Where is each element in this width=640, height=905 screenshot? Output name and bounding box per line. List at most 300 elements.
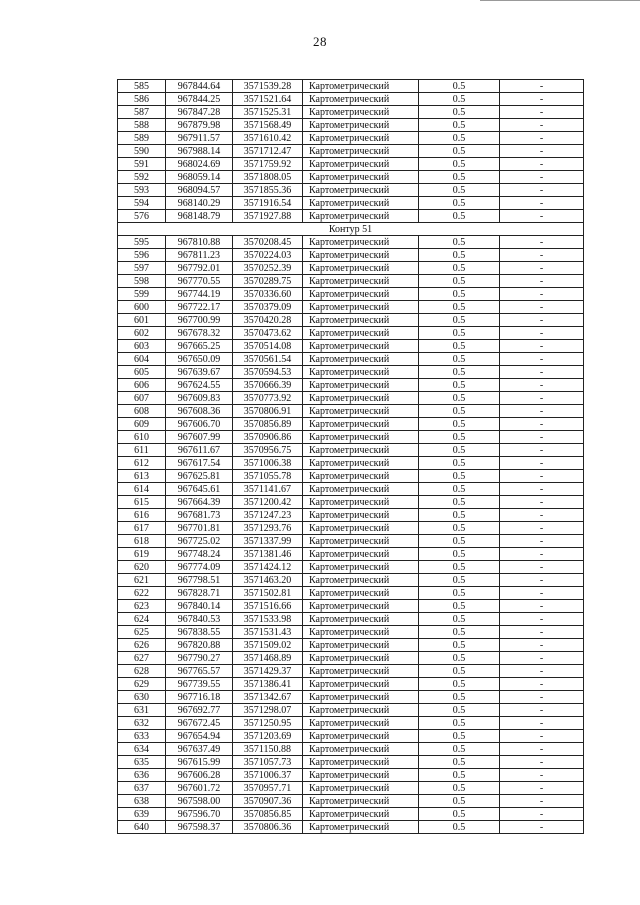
table-row: [118, 613, 584, 626]
note-cell: -: [500, 652, 584, 665]
coord-y-cell: 3571531.43: [233, 626, 303, 639]
coord-x-cell: 967725.02: [166, 535, 233, 548]
accuracy-cell: 0.5: [419, 717, 500, 730]
accuracy-cell: 0.5: [419, 535, 500, 548]
note-cell: -: [500, 613, 584, 626]
table-row: [118, 210, 584, 223]
accuracy-cell: 0.5: [419, 171, 500, 184]
note-cell: -: [500, 301, 584, 314]
coord-y-cell: 3571057.73: [233, 756, 303, 769]
table-row: [118, 587, 584, 600]
point-number-cell: 634: [118, 743, 166, 756]
point-number-cell: 605: [118, 366, 166, 379]
point-number-cell: 603: [118, 340, 166, 353]
table-row: [118, 262, 584, 275]
coord-y-cell: 3570208.45: [233, 236, 303, 249]
accuracy-cell: 0.5: [419, 106, 500, 119]
table-row: [118, 249, 584, 262]
note-cell: -: [500, 158, 584, 171]
point-number-cell: 609: [118, 418, 166, 431]
coord-y-cell: 3571386.41: [233, 678, 303, 691]
point-number-cell: 637: [118, 782, 166, 795]
coord-y-cell: 3571342.67: [233, 691, 303, 704]
point-number-cell: 628: [118, 665, 166, 678]
point-number-cell: 636: [118, 769, 166, 782]
table-row: [118, 769, 584, 782]
table-row: [118, 119, 584, 132]
note-cell: -: [500, 444, 584, 457]
table-row: [118, 418, 584, 431]
method-cell: Картометрический: [303, 587, 419, 600]
coord-x-cell: 967607.99: [166, 431, 233, 444]
note-cell: -: [500, 795, 584, 808]
coord-x-cell: 967681.73: [166, 509, 233, 522]
coord-x-cell: 967774.09: [166, 561, 233, 574]
accuracy-cell: 0.5: [419, 730, 500, 743]
method-cell: Картометрический: [303, 795, 419, 808]
table-row: [118, 808, 584, 821]
coord-y-cell: 3571521.64: [233, 93, 303, 106]
coord-x-cell: 967811.23: [166, 249, 233, 262]
coord-x-cell: 967654.94: [166, 730, 233, 743]
accuracy-cell: 0.5: [419, 132, 500, 145]
coordinates-table: [117, 79, 584, 834]
note-cell: -: [500, 405, 584, 418]
coord-x-cell: 967790.27: [166, 652, 233, 665]
note-cell: -: [500, 756, 584, 769]
method-cell: Картометрический: [303, 301, 419, 314]
method-cell: Картометрический: [303, 236, 419, 249]
accuracy-cell: 0.5: [419, 652, 500, 665]
table-row: [118, 821, 584, 834]
point-number-cell: 635: [118, 756, 166, 769]
accuracy-cell: 0.5: [419, 769, 500, 782]
accuracy-cell: 0.5: [419, 470, 500, 483]
table-row: [118, 743, 584, 756]
point-number-cell: 625: [118, 626, 166, 639]
table-row: [118, 314, 584, 327]
coord-y-cell: 3570224.03: [233, 249, 303, 262]
coord-y-cell: 3571502.81: [233, 587, 303, 600]
accuracy-cell: 0.5: [419, 522, 500, 535]
coord-y-cell: 3571250.95: [233, 717, 303, 730]
method-cell: Картометрический: [303, 262, 419, 275]
point-number-cell: 607: [118, 392, 166, 405]
table-row: [118, 392, 584, 405]
method-cell: Картометрический: [303, 171, 419, 184]
accuracy-cell: 0.5: [419, 782, 500, 795]
point-number-cell: 632: [118, 717, 166, 730]
coord-y-cell: 3570906.86: [233, 431, 303, 444]
coord-x-cell: 967650.09: [166, 353, 233, 366]
method-cell: Картометрический: [303, 678, 419, 691]
method-cell: Картометрический: [303, 366, 419, 379]
accuracy-cell: 0.5: [419, 249, 500, 262]
note-cell: -: [500, 327, 584, 340]
coord-y-cell: 3571150.88: [233, 743, 303, 756]
note-cell: -: [500, 340, 584, 353]
coord-x-cell: 967844.64: [166, 80, 233, 93]
note-cell: -: [500, 808, 584, 821]
method-cell: Картометрический: [303, 535, 419, 548]
method-cell: Картометрический: [303, 80, 419, 93]
coord-y-cell: 3571424.12: [233, 561, 303, 574]
coord-y-cell: 3571293.76: [233, 522, 303, 535]
coord-y-cell: 3571712.47: [233, 145, 303, 158]
coord-x-cell: 968024.69: [166, 158, 233, 171]
point-number-cell: 618: [118, 535, 166, 548]
coord-y-cell: 3571808.05: [233, 171, 303, 184]
table-row: [118, 535, 584, 548]
table-row: [118, 327, 584, 340]
coord-y-cell: 3571855.36: [233, 184, 303, 197]
accuracy-cell: 0.5: [419, 184, 500, 197]
point-number-cell: 629: [118, 678, 166, 691]
table-row: [118, 132, 584, 145]
accuracy-cell: 0.5: [419, 392, 500, 405]
method-cell: Картометрический: [303, 613, 419, 626]
coord-y-cell: 3570379.09: [233, 301, 303, 314]
note-cell: -: [500, 561, 584, 574]
note-cell: -: [500, 678, 584, 691]
table-row: [118, 444, 584, 457]
table-row: [118, 80, 584, 93]
table-row: [118, 431, 584, 444]
coord-y-cell: 3570907.36: [233, 795, 303, 808]
coord-y-cell: 3571468.89: [233, 652, 303, 665]
point-number-cell: 606: [118, 379, 166, 392]
note-cell: -: [500, 717, 584, 730]
note-cell: -: [500, 106, 584, 119]
coord-y-cell: 3570666.39: [233, 379, 303, 392]
method-cell: Картометрический: [303, 418, 419, 431]
coord-y-cell: 3571381.46: [233, 548, 303, 561]
coord-y-cell: 3571055.78: [233, 470, 303, 483]
note-cell: -: [500, 743, 584, 756]
table-row: [118, 496, 584, 509]
coord-x-cell: 967820.88: [166, 639, 233, 652]
note-cell: -: [500, 548, 584, 561]
coord-y-cell: 3570856.85: [233, 808, 303, 821]
coord-x-cell: 967637.49: [166, 743, 233, 756]
coord-x-cell: 967911.57: [166, 132, 233, 145]
coord-x-cell: 967792.01: [166, 262, 233, 275]
coord-x-cell: 967606.28: [166, 769, 233, 782]
accuracy-cell: 0.5: [419, 743, 500, 756]
point-number-cell: 616: [118, 509, 166, 522]
coord-x-cell: 967765.57: [166, 665, 233, 678]
coord-x-cell: 967598.37: [166, 821, 233, 834]
method-cell: Картометрический: [303, 340, 419, 353]
note-cell: -: [500, 249, 584, 262]
method-cell: Картометрический: [303, 470, 419, 483]
table-row: [118, 93, 584, 106]
method-cell: Картометрический: [303, 132, 419, 145]
table-row: [118, 106, 584, 119]
method-cell: Картометрический: [303, 652, 419, 665]
note-cell: -: [500, 262, 584, 275]
note-cell: -: [500, 509, 584, 522]
point-number-cell: 622: [118, 587, 166, 600]
method-cell: Картометрический: [303, 756, 419, 769]
coord-x-cell: 967840.53: [166, 613, 233, 626]
coord-y-cell: 3571298.07: [233, 704, 303, 717]
coord-x-cell: 967596.70: [166, 808, 233, 821]
method-cell: Картометрический: [303, 522, 419, 535]
method-cell: Картометрический: [303, 353, 419, 366]
note-cell: -: [500, 236, 584, 249]
coord-x-cell: 967838.55: [166, 626, 233, 639]
accuracy-cell: 0.5: [419, 145, 500, 158]
note-cell: -: [500, 366, 584, 379]
point-number-cell: 619: [118, 548, 166, 561]
method-cell: Картометрический: [303, 431, 419, 444]
accuracy-cell: 0.5: [419, 691, 500, 704]
coord-y-cell: 3571337.99: [233, 535, 303, 548]
note-cell: -: [500, 210, 584, 223]
method-cell: Картометрический: [303, 548, 419, 561]
table-row: [118, 301, 584, 314]
table-row: [118, 470, 584, 483]
coord-x-cell: 967988.14: [166, 145, 233, 158]
method-cell: Картометрический: [303, 691, 419, 704]
accuracy-cell: 0.5: [419, 808, 500, 821]
note-cell: -: [500, 145, 584, 158]
coord-y-cell: 3570856.89: [233, 418, 303, 431]
accuracy-cell: 0.5: [419, 561, 500, 574]
accuracy-cell: 0.5: [419, 119, 500, 132]
point-number-cell: 640: [118, 821, 166, 834]
coord-y-cell: 3571533.98: [233, 613, 303, 626]
accuracy-cell: 0.5: [419, 509, 500, 522]
coord-x-cell: 967624.55: [166, 379, 233, 392]
contour-label: Контур 51: [118, 223, 584, 236]
note-cell: -: [500, 288, 584, 301]
coord-y-cell: 3571006.38: [233, 457, 303, 470]
coord-y-cell: 3571463.20: [233, 574, 303, 587]
method-cell: Картометрический: [303, 119, 419, 132]
coord-y-cell: 3571568.49: [233, 119, 303, 132]
coord-x-cell: 967744.19: [166, 288, 233, 301]
table-row: [118, 275, 584, 288]
point-number-cell: 587: [118, 106, 166, 119]
coord-y-cell: 3570289.75: [233, 275, 303, 288]
note-cell: -: [500, 574, 584, 587]
note-cell: -: [500, 132, 584, 145]
note-cell: -: [500, 600, 584, 613]
coord-y-cell: 3571200.42: [233, 496, 303, 509]
coord-y-cell: 3570561.54: [233, 353, 303, 366]
accuracy-cell: 0.5: [419, 613, 500, 626]
table-row: [118, 184, 584, 197]
note-cell: -: [500, 587, 584, 600]
accuracy-cell: 0.5: [419, 496, 500, 509]
note-cell: -: [500, 93, 584, 106]
accuracy-cell: 0.5: [419, 327, 500, 340]
method-cell: Картометрический: [303, 704, 419, 717]
coord-y-cell: 3571610.42: [233, 132, 303, 145]
table-row: [118, 639, 584, 652]
coord-y-cell: 3570773.92: [233, 392, 303, 405]
accuracy-cell: 0.5: [419, 418, 500, 431]
coord-x-cell: 968094.57: [166, 184, 233, 197]
method-cell: Картометрический: [303, 821, 419, 834]
coord-y-cell: 3571203.69: [233, 730, 303, 743]
coord-x-cell: 967645.61: [166, 483, 233, 496]
table-row: [118, 756, 584, 769]
coord-x-cell: 967798.51: [166, 574, 233, 587]
table-row: [118, 691, 584, 704]
coord-y-cell: 3571006.37: [233, 769, 303, 782]
accuracy-cell: 0.5: [419, 483, 500, 496]
table-row: [118, 483, 584, 496]
table-row: [118, 665, 584, 678]
method-cell: Картометрический: [303, 210, 419, 223]
point-number-cell: 615: [118, 496, 166, 509]
note-cell: -: [500, 782, 584, 795]
note-cell: -: [500, 431, 584, 444]
method-cell: Картометрический: [303, 665, 419, 678]
point-number-cell: 608: [118, 405, 166, 418]
note-cell: -: [500, 691, 584, 704]
accuracy-cell: 0.5: [419, 704, 500, 717]
point-number-cell: 623: [118, 600, 166, 613]
coord-x-cell: 967840.14: [166, 600, 233, 613]
scan-edge-line: [480, 0, 640, 2]
accuracy-cell: 0.5: [419, 756, 500, 769]
coord-y-cell: 3571539.28: [233, 80, 303, 93]
coord-y-cell: 3570806.36: [233, 821, 303, 834]
table-row: [118, 288, 584, 301]
accuracy-cell: 0.5: [419, 262, 500, 275]
coordinates-table-body: [118, 80, 584, 834]
method-cell: Картометрический: [303, 197, 419, 210]
table-row: [118, 730, 584, 743]
note-cell: -: [500, 184, 584, 197]
point-number-cell: 576: [118, 210, 166, 223]
point-number-cell: 596: [118, 249, 166, 262]
table-row: [118, 171, 584, 184]
method-cell: Картометрический: [303, 392, 419, 405]
accuracy-cell: 0.5: [419, 210, 500, 223]
coord-x-cell: 967701.81: [166, 522, 233, 535]
note-cell: -: [500, 470, 584, 483]
accuracy-cell: 0.5: [419, 405, 500, 418]
table-row: [118, 522, 584, 535]
point-number-cell: 595: [118, 236, 166, 249]
accuracy-cell: 0.5: [419, 314, 500, 327]
method-cell: Картометрический: [303, 626, 419, 639]
coord-x-cell: 967700.99: [166, 314, 233, 327]
table-row: [118, 366, 584, 379]
table-row: [118, 509, 584, 522]
note-cell: -: [500, 821, 584, 834]
coord-x-cell: 968140.29: [166, 197, 233, 210]
table-row: [118, 379, 584, 392]
coord-x-cell: 967844.25: [166, 93, 233, 106]
method-cell: Картометрический: [303, 288, 419, 301]
method-cell: Картометрический: [303, 808, 419, 821]
method-cell: Картометрический: [303, 782, 419, 795]
point-number-cell: 593: [118, 184, 166, 197]
method-cell: Картометрический: [303, 769, 419, 782]
table-row: [118, 405, 584, 418]
accuracy-cell: 0.5: [419, 301, 500, 314]
accuracy-cell: 0.5: [419, 158, 500, 171]
accuracy-cell: 0.5: [419, 379, 500, 392]
note-cell: -: [500, 639, 584, 652]
note-cell: -: [500, 665, 584, 678]
point-number-cell: 602: [118, 327, 166, 340]
accuracy-cell: 0.5: [419, 600, 500, 613]
accuracy-cell: 0.5: [419, 366, 500, 379]
coord-x-cell: 967601.72: [166, 782, 233, 795]
coord-y-cell: 3571429.37: [233, 665, 303, 678]
coord-y-cell: 3570336.60: [233, 288, 303, 301]
coord-y-cell: 3571525.31: [233, 106, 303, 119]
note-cell: -: [500, 197, 584, 210]
point-number-cell: 638: [118, 795, 166, 808]
point-number-cell: 614: [118, 483, 166, 496]
accuracy-cell: 0.5: [419, 639, 500, 652]
accuracy-cell: 0.5: [419, 665, 500, 678]
coord-x-cell: 967847.28: [166, 106, 233, 119]
method-cell: Картометрический: [303, 743, 419, 756]
coord-y-cell: 3570252.39: [233, 262, 303, 275]
note-cell: -: [500, 275, 584, 288]
note-cell: -: [500, 704, 584, 717]
method-cell: Картометрический: [303, 249, 419, 262]
accuracy-cell: 0.5: [419, 431, 500, 444]
method-cell: Картометрический: [303, 405, 419, 418]
point-number-cell: 621: [118, 574, 166, 587]
method-cell: Картометрический: [303, 561, 419, 574]
accuracy-cell: 0.5: [419, 587, 500, 600]
method-cell: Картометрический: [303, 184, 419, 197]
coord-x-cell: 967692.77: [166, 704, 233, 717]
method-cell: Картометрический: [303, 509, 419, 522]
table-row: [118, 678, 584, 691]
note-cell: -: [500, 769, 584, 782]
note-cell: -: [500, 418, 584, 431]
table-row: [118, 574, 584, 587]
note-cell: -: [500, 483, 584, 496]
coord-x-cell: 967828.71: [166, 587, 233, 600]
note-cell: -: [500, 379, 584, 392]
note-cell: -: [500, 730, 584, 743]
coord-x-cell: 968059.14: [166, 171, 233, 184]
coord-x-cell: 967625.81: [166, 470, 233, 483]
method-cell: Картометрический: [303, 600, 419, 613]
point-number-cell: 639: [118, 808, 166, 821]
point-number-cell: 599: [118, 288, 166, 301]
point-number-cell: 613: [118, 470, 166, 483]
accuracy-cell: 0.5: [419, 678, 500, 691]
method-cell: Картометрический: [303, 730, 419, 743]
method-cell: Картометрический: [303, 444, 419, 457]
method-cell: Картометрический: [303, 379, 419, 392]
coord-x-cell: 967639.67: [166, 366, 233, 379]
table-row: [118, 782, 584, 795]
point-number-cell: 630: [118, 691, 166, 704]
coord-x-cell: 967608.36: [166, 405, 233, 418]
coordinates-table-container: [117, 79, 584, 834]
table-row: [118, 457, 584, 470]
point-number-cell: 598: [118, 275, 166, 288]
table-row: [118, 236, 584, 249]
method-cell: Картометрический: [303, 327, 419, 340]
coord-x-cell: 967664.39: [166, 496, 233, 509]
